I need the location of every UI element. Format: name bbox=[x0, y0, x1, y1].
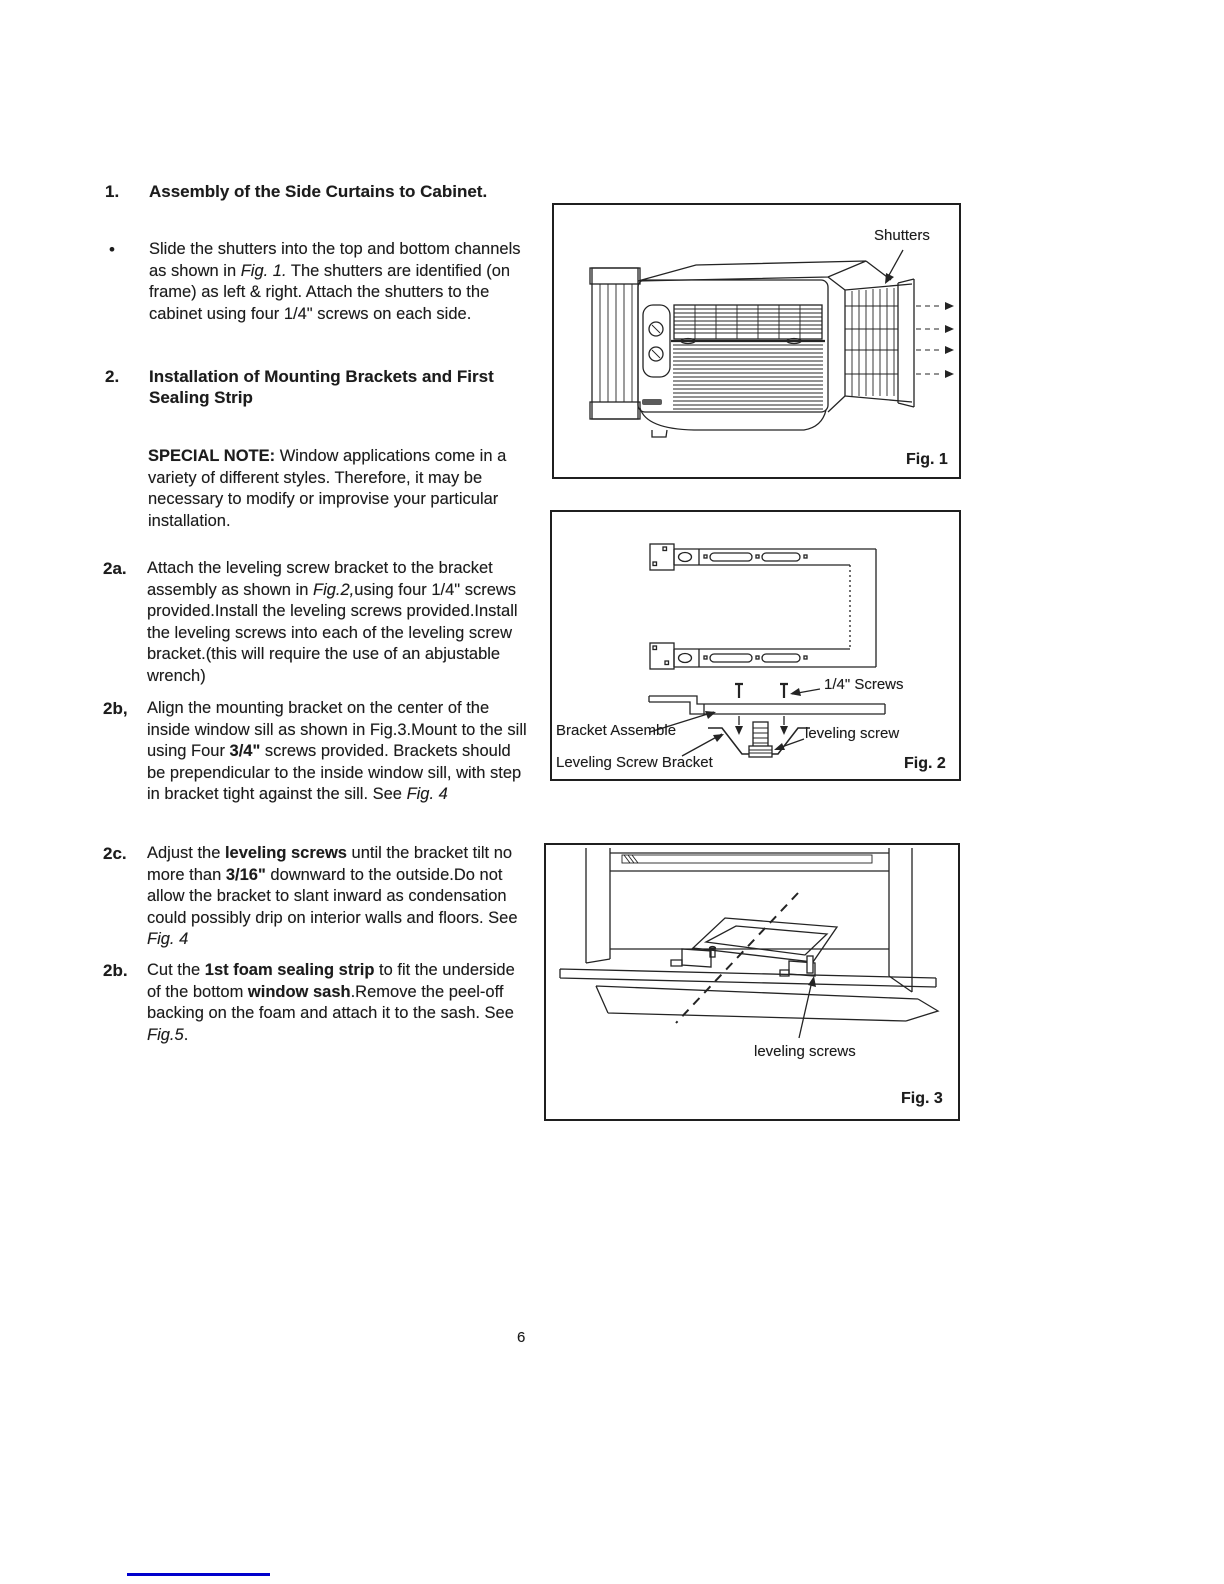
step-2b-second bbox=[103, 960, 539, 1046]
fig1-caption: Fig. 1 bbox=[906, 451, 948, 468]
step-2b-second-number: 2b. bbox=[103, 961, 128, 980]
fig2-caption: Fig. 2 bbox=[904, 755, 946, 772]
step-2b-first bbox=[103, 698, 539, 806]
blue-underline bbox=[127, 1573, 270, 1576]
fig1-shutters-label: Shutters bbox=[874, 227, 930, 244]
step-2c-text: Adjust the leveling screws until the bracket tilt no more than 3/16" downward to the outside.Do not allow the bracket to slant inward as condensation could possibly drip on interior walls and floors. See Fig. 4 bbox=[147, 844, 518, 948]
figure-3 bbox=[544, 843, 960, 1121]
fig2-leveling-screw-bracket-label: Leveling Screw Bracket bbox=[556, 754, 713, 771]
fig2-leveling-screw-label: leveling screw bbox=[805, 725, 900, 742]
section-1-heading: Assembly of the Side Curtains to Cabinet. bbox=[149, 182, 488, 201]
fig3-caption: Fig. 3 bbox=[901, 1090, 943, 1107]
bullet-text: Slide the shutters into the top and bottom channels as shown in Fig. 1. The shutters are identified (on frame) as left & right. Attach the shutters to the cabinet using four 1/4" screws on each side. bbox=[149, 240, 521, 323]
section-1-number: 1. bbox=[105, 182, 120, 201]
step-2b-first-number: 2b, bbox=[103, 699, 128, 718]
step-2c bbox=[103, 843, 539, 951]
step-2b-first-text: Align the mounting bracket on the center of the inside window sill as shown in Fig.3.Mount to the sill using Four 3/4" screws provided. Brackets should be prependicular to the inside window sill, with step in bracket tight against the sill. See Fig. 4 bbox=[147, 699, 527, 803]
fig2-quarter-screws-label: 1/4" Screws bbox=[824, 676, 904, 693]
fig3-leveling-screws-label: leveling screws bbox=[754, 1043, 856, 1060]
step-2a bbox=[103, 558, 533, 687]
figure-1-drawing bbox=[554, 205, 959, 477]
step-2b-second-text: Cut the 1st foam sealing strip to fit the underside of the bottom window sash.Remove the peel-off backing on the foam and attach it to the sash. See Fig.5. bbox=[147, 961, 515, 1044]
bullet-marker: • bbox=[109, 240, 115, 259]
figure-1 bbox=[552, 203, 961, 479]
section-2 bbox=[105, 366, 525, 408]
page-number: 6 bbox=[517, 1329, 526, 1346]
special-note: SPECIAL NOTE: Window applications come in a variety of different styles. Therefore, it may be necessary to modify or improvise your particular installation. bbox=[148, 447, 507, 530]
bullet-item bbox=[109, 239, 529, 325]
fig2-bracket-assemble-label: Bracket Assemble bbox=[556, 722, 677, 739]
figure-3-drawing bbox=[546, 845, 958, 1119]
figure-2 bbox=[550, 510, 961, 781]
step-2a-number: 2a. bbox=[103, 559, 127, 578]
section-2-heading: Installation of Mounting Brackets and First Sealing Strip bbox=[149, 367, 494, 407]
section-1 bbox=[105, 181, 505, 203]
step-2c-number: 2c. bbox=[103, 844, 127, 863]
step-2a-text: Attach the leveling screw bracket to the bracket assembly as shown in Fig.2,using four 1/4" screws provided.Install the leveling screws provided.Install the leveling screws into each of the leveling screw bracket.(this will require the use of an abjustable wrench) bbox=[147, 559, 518, 685]
section-2-number: 2. bbox=[105, 367, 120, 386]
